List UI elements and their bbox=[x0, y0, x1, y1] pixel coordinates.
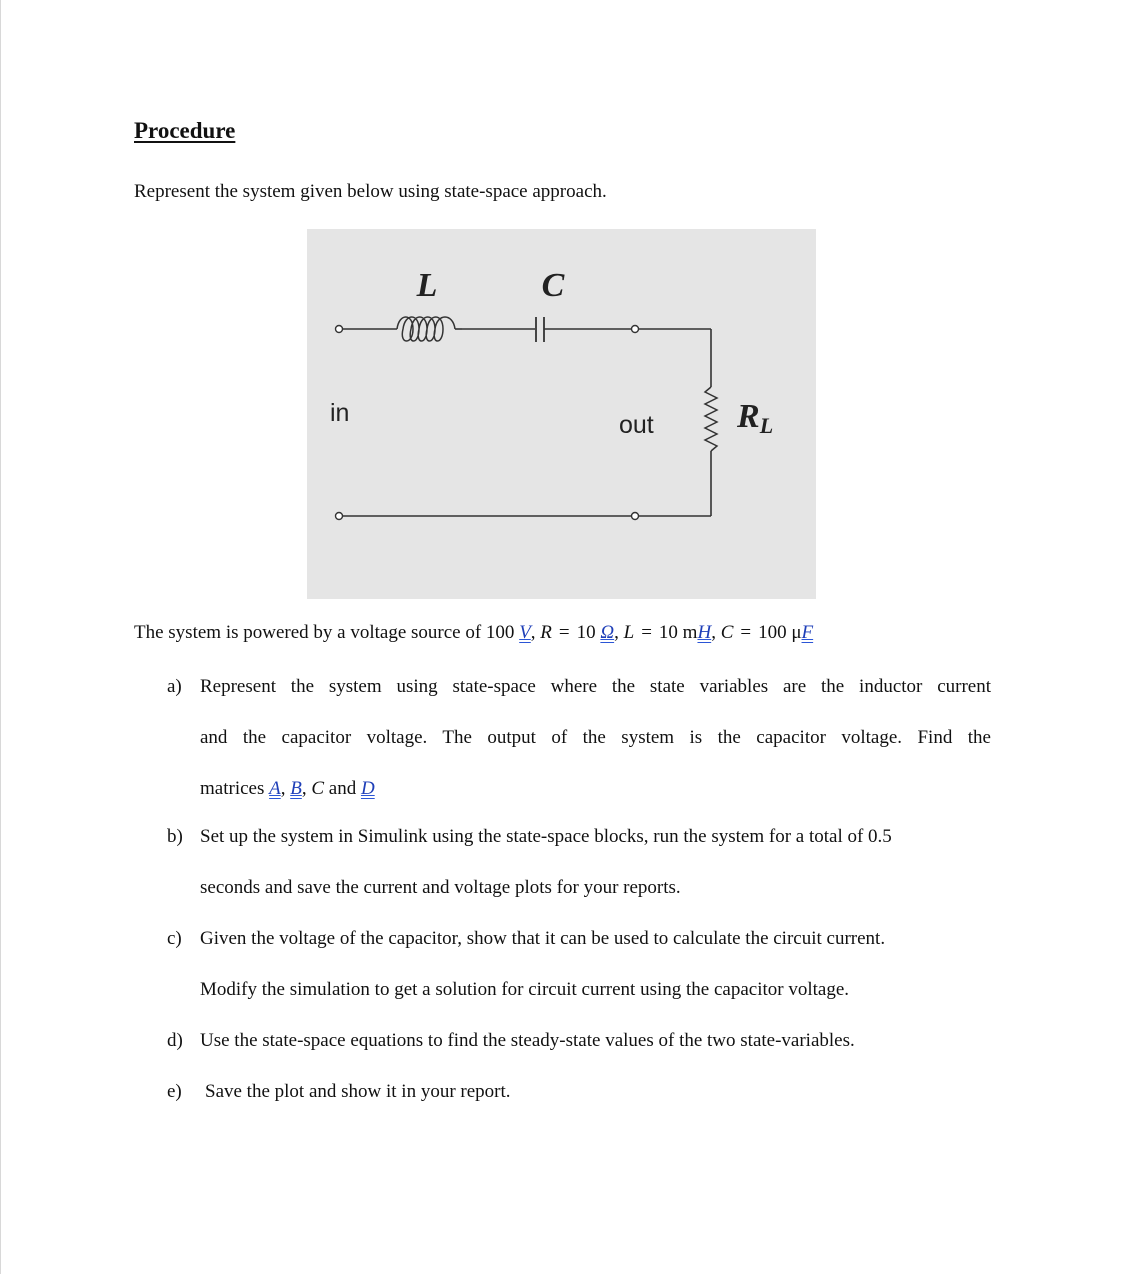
page-left-edge bbox=[0, 0, 1, 1274]
power-spec-line: The system is powered by a voltage source of 100 V, R = 10 Ω, L = 10 mH, C = 100 μF bbox=[134, 622, 814, 643]
intro-paragraph: Represent the system given below using state-space approach. bbox=[134, 181, 607, 202]
list-item-text: Represent the system using state-space where the state variables are the inductor current bbox=[200, 676, 991, 697]
resistance-unit: Ω bbox=[600, 622, 615, 643]
input-label: in bbox=[330, 399, 350, 427]
section-heading: Procedure bbox=[134, 118, 236, 143]
inductor-label: L bbox=[416, 267, 438, 304]
list-marker: b) bbox=[167, 826, 183, 847]
circuit-figure bbox=[307, 229, 816, 599]
output-terminal-top bbox=[632, 326, 639, 333]
list-marker: a) bbox=[167, 676, 182, 697]
list-item-text: Save the plot and show it in your report. bbox=[205, 1081, 511, 1102]
list-marker: e) bbox=[167, 1081, 182, 1102]
inductance-unit: H bbox=[697, 622, 712, 643]
matrix-b: B bbox=[290, 778, 302, 799]
matrix-d: D bbox=[360, 778, 375, 799]
matrix-c: C bbox=[311, 778, 325, 799]
capacitor-label: C bbox=[541, 267, 565, 304]
voltage-unit: V bbox=[519, 622, 531, 643]
list-item-text: seconds and save the current and voltage plots for your reports. bbox=[200, 877, 681, 898]
list-item-text: Use the state-space equations to find the steady-state values of the two state-variables. bbox=[200, 1030, 855, 1051]
matrix-a: A bbox=[269, 778, 281, 799]
load-label: RL bbox=[737, 398, 774, 438]
output-terminal-bottom bbox=[632, 513, 639, 520]
list-item-text: matrices A, B, C and D bbox=[200, 778, 375, 799]
input-terminal-bottom bbox=[336, 513, 343, 520]
list-item-text: Modify the simulation to get a solution for circuit current using the capacitor voltage. bbox=[200, 979, 849, 1000]
capacitance-unit: F bbox=[801, 622, 814, 643]
load-resistor bbox=[705, 387, 717, 451]
list-item-text: and the capacitor voltage. The output of the system is the capacitor voltage. Find the bbox=[200, 727, 991, 748]
output-label: out bbox=[619, 411, 654, 439]
inductor-coil bbox=[397, 317, 455, 341]
list-item-text: Given the voltage of the capacitor, show that it can be used to calculate the circuit current. bbox=[200, 928, 886, 949]
list-marker: c) bbox=[167, 928, 182, 949]
list-marker: d) bbox=[167, 1030, 183, 1051]
list-item-text: Set up the system in Simulink using the state-space blocks, run the system for a total of 0.5 bbox=[200, 826, 892, 847]
circuit-diagram bbox=[307, 229, 816, 599]
input-terminal-top bbox=[336, 326, 343, 333]
